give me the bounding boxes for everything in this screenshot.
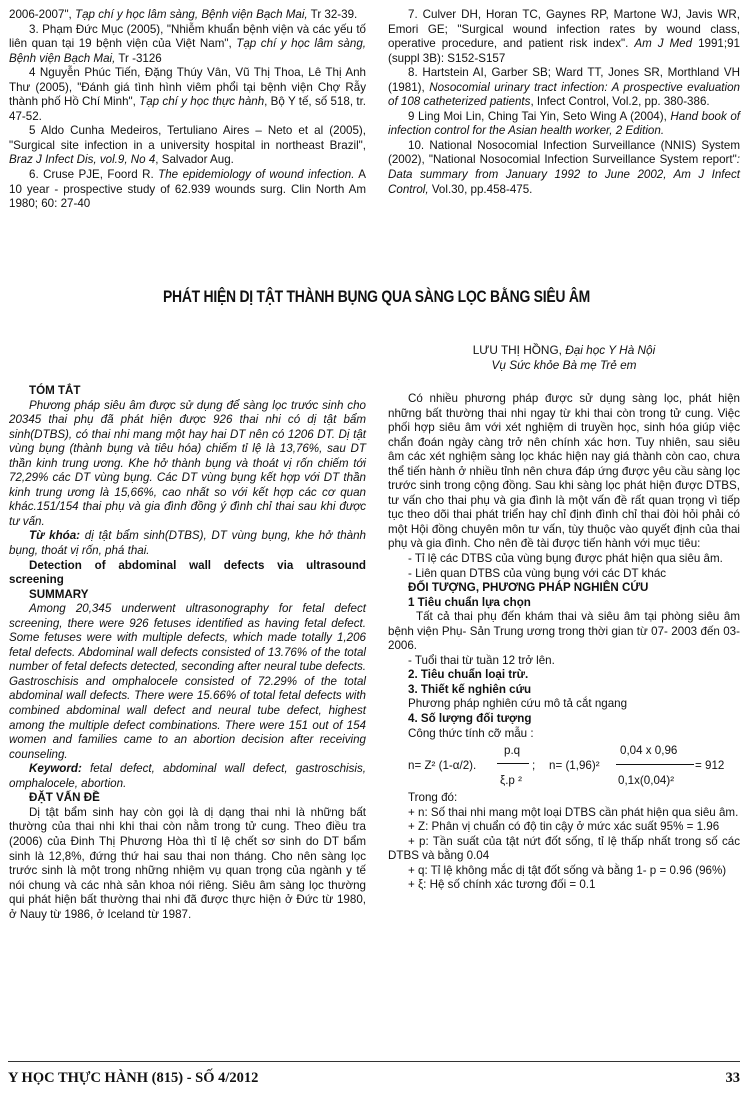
paragraph [9,529,366,558]
text-run: 1991;91 (suppl 3B): S152-S157 [388,37,740,65]
text-run: 10. National Nosocomial Infection Surveillance (NNIS) System (2002), "National Nosocomial Infection Surveillance System report" [388,138,740,167]
formula-separator: ; [532,759,536,773]
paragraph [388,820,740,835]
paragraph [388,596,740,611]
formula-denominator-1: ξ.p ² [500,774,522,788]
text-run: , Infect Control, Vol.2, pp. 380-386. [530,95,710,109]
paragraph [9,66,366,124]
text-run: 8. Hartstein AI, Garber SB; Ward TT, Jones SR, Morthland VH (1981), [388,66,740,94]
paragraph [9,791,366,806]
text-run: + p: Tần suất của tật nứt đốt sống, tỉ lệ thấp nhất trong số các DTBS và bằng 0.04 [388,834,740,863]
paragraph [388,835,740,864]
paragraph [9,559,366,588]
paragraph [9,23,366,67]
article-title: PHÁT HIỆN DỊ TẬT THÀNH BỤNG QUA SÀNG LỌC BẰNG SIÊU ÂM [162,287,591,306]
text-run: 1 Tiêu chuẩn lựa chọn [408,595,531,609]
fraction-bar-1 [497,763,529,764]
paragraph [388,791,740,806]
text-run: Phương pháp siêu âm được sử dụng để sàng lọc trước sinh cho 20345 thai phụ đã phát hiện được 926 thai nhi có dị tật bẩm sinh(DTBS), có thai nhi mang một hay hai DT nên có 1206 DT. Dị tật vùng bụng (thành bụng và tiêu hóa) chiếm tỉ lệ là 13,76%, sau DT thần kinh trung ương. Khe hở thành bụng và thoát vị rốn chiếm tới 72,29% các DT vùng bụng. Các DT vùng bụng kết hợp với DT thần kinh trung ương là 15,66%, cao nhất so với kết hợp các cơ quan khác.151/154 thai phụ và gia đình đồng ý đình chỉ thai sau khi được tư vấn. [9,398,366,528]
paragraph [9,124,366,168]
text-run: 2006-2007", [9,8,76,21]
references-left-column [9,8,366,212]
article-body-right-column [388,392,740,893]
paragraph [9,762,366,791]
paragraph [388,567,740,582]
text-run: Phương pháp nghiên cứu mô tả cắt ngang [408,697,628,711]
footer-divider [8,1061,740,1062]
text-run: Dị tật bẩm sinh hay còn gọi là dị dạng thai nhi là những bất thường của thai nhi khi thai còn nằm trong tử cung. Theo điều tra (2006) của Đinh Thị Phương Hòa thì tỉ lệ chết sơ sinh do DT bẩm sinh là 12,8%, đứng thứ hai sau thai non tháng. Cho nên sàng lọc trước sinh là một trong những nhiệm vụ quan trọng của ngành y tế nói chung và các nhà sản khoa nói riêng. Siêu âm sàng lọc thường qui phát hiện bất thường thai nhi đã được thực hiện ở Đức từ 1980, ở Nauy từ 1986, ở Iceland từ 1987. [9,805,366,921]
paragraph [388,697,740,712]
text-run: 2. Tiêu chuẩn loại trừ. [408,668,529,682]
paragraph [388,552,740,567]
text-run: Hand book of infection control for the Asian health worker, 2 Edition. [388,109,740,138]
text-run: - Liên quan DTBS của vùng bụng với các DT khác [408,566,667,580]
text-run: + q: Tỉ lệ không mắc dị tật đốt sống và bằng 1- p = 0.96 (96%) [408,863,727,877]
paragraph [388,878,740,893]
formula-lhs: n= Z² (1-α/2). [408,759,477,773]
paragraph [388,66,740,110]
paragraph [9,8,366,23]
text-run: 5 Aldo Cunha Medeiros, Tertuliano Aires – Neto et al (2005), "Surgical site infection in a university hospital in northeast Brazil", [9,124,366,152]
paragraph [9,384,366,399]
text-run: Tr -3126 [115,51,162,65]
text-run: Tạp chí y học thực hành [139,95,265,109]
references-right-column [388,8,740,197]
text-run: Detection of abdominal wall defects via ultrasound screening [9,558,366,587]
paragraph [388,683,740,698]
paragraph [388,8,740,66]
text-run: Among 20,345 underwent ultrasonography for fetal defect screening, there were 926 fetuses identified as having fetal defect. Some fetuses were with multiple defects, which made totally 1,206 fetal defects. Abdominal wall defects consisted of 13.76% of the total number of fetal defects detected, seconding after neural tube defects. Gastroschisis and omphalocele consisted of 72.29% of the total abdominal wall defects. There were 15.66% of total fetal defects with combined abdominal wall defect and neural tube defect, highest among the multiple defect combinations. There were 151 out of 154 women and families came to an abortion decision after receiving counseling. [9,602,366,761]
text-run: The epidemiology of wound infection. [158,168,355,182]
paragraph [9,399,366,530]
formula-numerator-2: 0,04 x 0,96 [620,744,678,758]
text-run: 3. Phạm Đức Mục (2005), "Nhiễm khuẩn bệnh viện và các yếu tố liên quan tại 19 bệnh viện của Việt Nam", [9,22,366,51]
formula-denominator-2: 0,1x(0,04)² [618,774,675,788]
text-run: SUMMARY [29,587,89,601]
text-run: 7. Culver DH, Horan TC, Gaynes RP, Martone WJ, Javis WR, Emori GE; "Surgical wound infection rates by wound class, operative procedure, and patient risk index". [388,8,740,51]
text-run: Tạp chí y học lâm sàng, Bệnh viện Bạch Mai, [9,37,366,65]
author-block [388,343,740,372]
paragraph [388,110,740,139]
sample-size-formula [388,743,740,791]
paragraph [9,602,366,762]
text-run: Nosocomial urinary tract infection: A prospective evaluation of 108 catheterized patients [388,80,740,109]
text-run: Vol.30, pp.458-475. [428,182,533,196]
paragraph [9,168,366,212]
text-run: 3. Thiết kế nghiên cứu [408,682,532,696]
formula-numerator-1: p.q [504,744,521,758]
text-run: Am J Med [634,37,693,51]
paragraph [388,668,740,683]
text-run: + Z: Phân vị chuẩn có độ tin cậy ở mức xác suất 95% = 1.96 [408,820,720,834]
text-run: Tr 32-39. [307,8,358,21]
text-run: - Tỉ lệ các DTBS của vùng bụng được phát hiện qua siêu âm. [408,552,723,566]
paragraph [388,727,740,742]
text-run: Keyword: [29,762,82,776]
text-run: Tạp chí y học lâm sàng, Bệnh viện Bạch Mai, [75,8,308,21]
author-affiliation-2: Vụ Sức khỏe Bà mẹ Trẻ em [491,357,637,372]
paragraph [388,139,740,197]
paragraph [388,864,740,879]
text-run: dị tật bẩm sinh(DTBS), DT vùng bụng, khe hở thành bụng, thoát vị rốn, phá thai. [9,529,366,558]
text-run: , Bộ Y tế, số 518, tr. 47-52. [9,95,367,123]
paragraph [388,654,740,669]
text-run: Braz J Infect Dis, vol.9, No 4 [9,153,156,167]
paragraph [9,806,366,922]
paragraph [388,392,740,552]
text-run: 9 Ling Moi Lin, Ching Tai Yin, Seto Wing A (2004), [408,109,671,123]
text-run: Công thức tính cỡ mẫu : [408,726,534,740]
text-run: + ξ: Hệ số chính xác tương đối = 0.1 [408,878,596,892]
text-run: + n: Số thai nhi mang một loại DTBS cần phát hiện qua siêu âm. [408,805,739,819]
paragraph [388,712,740,727]
page-number: 33 [725,1070,740,1086]
journal-issue-footer: Y HỌC THỰC HÀNH (815) - SỐ 4/2012 [8,1070,259,1086]
text-run: Từ khóa: [29,529,81,543]
text-run: ĐỐI TƯỢNG, PHƯƠNG PHÁP NGHIÊN CỨU [408,581,649,595]
formula-rhs: n= (1,96)² [549,759,600,773]
text-run: 6. Cruse PJE, Foord R. [29,168,159,182]
text-run: fetal defect, abdominal wall defect, gastroschisis, omphalocele, abortion. [9,762,366,790]
body-right-part-b [388,791,740,893]
article-body-left-column [9,384,366,922]
text-run: , Salvador Aug. [155,153,234,167]
body-right-part-a [388,392,740,741]
text-run: 4. Số lượng đối tượng [408,712,532,726]
text-run: TÓM TẮT [29,384,81,397]
fraction-bar-2 [616,764,694,765]
text-run: : Data summary from January 1992 to June 2002, Am J Infect Control, [388,153,740,196]
text-run: 4 Nguyễn Phúc Tiến, Đặng Thúy Vân, Vũ Thị Thoa, Lê Thị Anh Thư (2005), "Đánh giá tình hình viêm phổi tại bệnh viện Chợ Rẫy thành phố Hồ Chí Minh", [9,66,366,109]
author-affiliation: Đại học Y Hà Nội [565,343,656,357]
paragraph [9,588,366,603]
author-name: LƯU THỊ HỒNG, [472,343,566,357]
paragraph [388,581,740,596]
text-run: Tất cả thai phụ đến khám thai và siêu âm tại phòng siêu âm bệnh viện Phụ- Sản Trung ương trong thời gian từ 07- 2003 đến 03- 2006. [388,610,740,653]
text-run: ĐẶT VẤN ĐỀ [29,791,100,805]
formula-result: = 912 [695,759,725,773]
text-run: Có nhiều phương pháp được sử dụng sàng lọc, phát hiện những bất thường thai nhi ngay từ khi thai còn trong tử cung. Việc phối hợp siêu âm với xét nghiệm di truyền học, sinh hóa giúp việc chẩn đoán ngày càng trở nên chính xác hơn. Tuy nhiên, sau siêu âm các xét nghiệm sàng lọc khác hiện nay giá thành còn cao, chưa thể tiến hành ở nhiều tỉnh nên chưa đáp ứng được yêu cầu sàng lọc trước sinh trong cộng đồng. Sau khi sàng lọc phát hiện được DTBS, tư vấn cho thai phụ và gia đình là một vấn đề rất quan trọng vì tiếp tục theo dõi thai phát triển hay chỉ định đình chỉ thai đòi hỏi phải có một Hội đồng chuyên môn tư vấn, tùy thuộc vào quyết định của thai phụ và gia đình. Cho nên đề tài được tiến hành với mục tiêu: [388,392,740,551]
text-run: - Tuổi thai từ tuần 12 trở lên. [408,653,555,667]
text-run: Trong đó: [408,791,458,805]
text-run: A 10 year - prospective study of 62.939 wounds surg. Clin North Am 1980; 60: 27-40 [9,168,366,211]
paragraph [388,806,740,821]
paragraph [388,610,740,654]
